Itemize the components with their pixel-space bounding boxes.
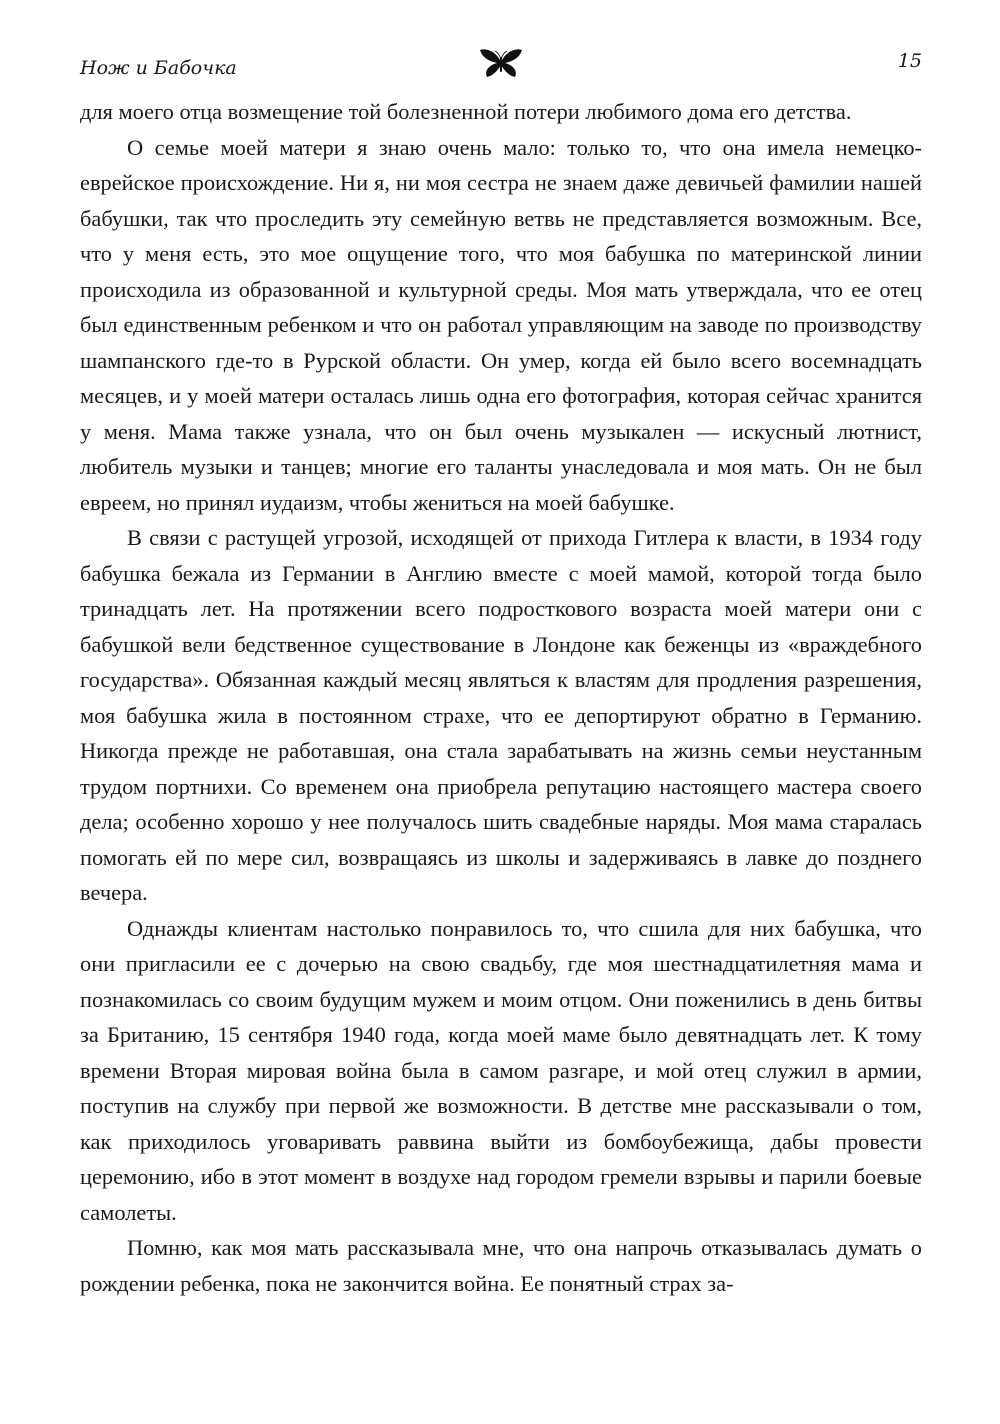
paragraph-4: Однажды клиентам настолько понравилось то, что сшила для них бабушка, что они пригласили ее с дочерью на свою свадьбу, где моя шестнадцатилетняя мама и познакомилась со своим будущим мужем и моим отцом. Они поженились в день битвы за Британию, 15 сентября 1940 года, когда моей маме было девятнадцать лет. К тому времени Вторая мировая война была в самом разгаре, и мой отец служил в армии, поступив на службу при первой же возможности. В детстве мне рассказывали о том, как приходилось уговаривать раввина выйти из бомбоубежища, дабы провести церемонию, ибо в этот момент в воздухе над городом гремели взрывы и парили боевые самолеты.	[80, 915, 922, 1225]
butterfly-icon	[478, 48, 524, 78]
paragraph-3: В связи с растущей угрозой, исходящей от прихода Гитлера к власти, в 1934 году бабушка бежала из Германии в Англию вместе с моей мамой, которой тогда было тринадцать лет. На протяжении всего подросткового возраста моей матери они с бабушкой вели бедственное существование в Лондоне как беженцы из «враждебного государства». Обязанная каждый месяц являться к властям для продления разрешения, моя бабушка жила в постоянном страхе, что ее депортируют обратно в Германию. Никогда прежде не работавшая, она стала зарабатывать на жизнь семьи неустанным трудом портнихи. Со временем она приобрела репутацию настоящего мастера своего дела; особенно хорошо у нее получалось шить свадебные наряды. Моя мама старалась помогать ей по мере сил, возвращаясь из школы и задерживаясь в лавке до позднего вечера.	[80, 525, 922, 905]
paragraph-5: Помню, как моя мать рассказывала мне, что она напрочь отказывалась думать о рождении ребенка, пока не закончится война. Ее понятный страх за-	[80, 1235, 922, 1296]
running-title: Нож и Бабочка	[80, 57, 237, 79]
page-number: 15	[897, 50, 922, 72]
paragraph-2: О семье моей матери я знаю очень мало: только то, что она имела немецко-еврейское происхождение. Ни я, ни моя сестра не знаем даже девичьей фамилии нашей бабушки, так что проследить эту семейную ветвь не представляется возможным. Все, что у меня есть, это мое ощущение того, что моя бабушка по материнской линии происходила из образованной и культурной среды. Моя мать утверждала, что ее отец был единственным ребенком и что он работал управляющим на заводе по производству шампанского где-то в Рурской области. Он умер, когда ей было всего восемнадцать месяцев, и у моей матери осталась лишь одна его фотография, которая сейчас хранится у меня. Мама также узнала, что он был очень музыкален — искусный лютнист, любитель музыки и танцев; многие его таланты унаследовала и моя мать. Он не был евреем, но принял иудаизм, чтобы жениться на моей бабушке.	[80, 134, 922, 515]
paragraph-1: для моего отца возмещение той болезненной потери любимого дома его детства.	[80, 99, 852, 124]
body-text	[80, 94, 922, 1301]
